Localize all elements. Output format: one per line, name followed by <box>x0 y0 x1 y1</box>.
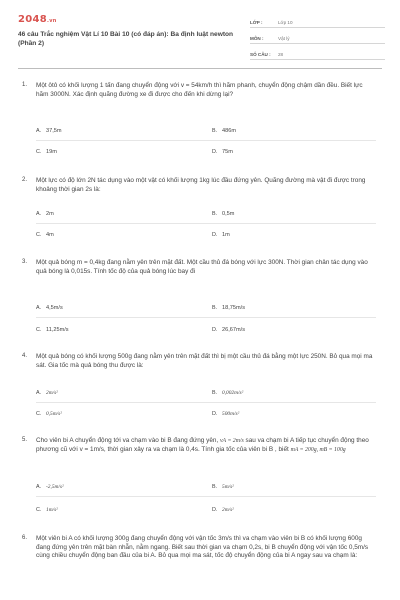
option-answer: 0,002m/s² <box>222 390 244 396</box>
option-answer: 500m/s² <box>222 411 240 417</box>
option-answer: -2,5m/s² <box>46 484 64 490</box>
site-logo[interactable] <box>18 14 57 25</box>
meta-label-count: SỐ CÂU : <box>250 52 271 57</box>
option-d[interactable] <box>212 149 233 155</box>
option-letter: D. <box>212 327 218 333</box>
question-number: 4. <box>22 353 28 359</box>
question-text <box>36 437 376 454</box>
question-text: Một quả bóng có khối lượng 500g đang nằm yên trên mặt đất thì bị một cầu thủ đá bằng một lực 250N. Bỏ qua mọi ma sát. Gia tốc mà quả bóng thu được là: <box>36 353 373 369</box>
question-text: Một quả bóng m = 0,4kg đang nằm yên trên mặt đất. Một cầu thủ đá bóng với lực 300N. Thời gian chân tác dụng vào quả bóng là 0,015s. Tính tốc độ của quả bóng lúc bay đi <box>36 259 368 275</box>
option-answer: 1m/s² <box>46 507 58 513</box>
option-separator <box>36 223 376 224</box>
option-answer: 4m <box>46 232 54 238</box>
option-letter: B. <box>212 128 218 134</box>
question-formula: vA = 2m/s <box>219 438 244 444</box>
option-c[interactable] <box>36 149 57 155</box>
option-b[interactable] <box>212 305 245 311</box>
meta-row-grade <box>250 14 385 28</box>
option-answer: 2m/s² <box>222 507 234 513</box>
option-separator <box>36 317 376 318</box>
meta-row-count <box>250 46 385 60</box>
question-number: 2. <box>22 177 28 183</box>
option-answer: 26,67m/s <box>222 327 246 333</box>
option-letter: A. <box>36 484 42 490</box>
question-text: Một viên bi A có khối lượng 300g đang chuyển động với vận tốc 3m/s thì va chạm vào viên bi B có khối lượng 600g đang đứng yên trên mặt bàn nhẵn, nằm ngang. Biết sau thời gian va chạm 0,2s, bi B chuyển động với vận tốc 0,5m/s cùng chiều chuyển động ban đầu của bi A. Bỏ qua mọi ma sát, tốc độ chuyển động của bi A ngay sau va chạm là: <box>36 535 369 560</box>
option-answer: 2m <box>46 211 54 217</box>
option-letter: A. <box>36 390 42 396</box>
question-2 <box>22 177 382 247</box>
option-b[interactable] <box>212 390 243 396</box>
option-letter: D. <box>212 149 218 155</box>
question-number: 5. <box>22 437 28 443</box>
option-letter: A. <box>36 305 42 311</box>
option-b[interactable] <box>212 128 236 134</box>
option-d[interactable] <box>212 507 234 513</box>
question-4 <box>22 353 382 425</box>
meta-label-grade: LỚP : <box>250 20 263 25</box>
option-c[interactable] <box>36 507 58 513</box>
meta-row-subject <box>250 30 385 44</box>
option-c[interactable] <box>36 327 69 333</box>
meta-label-subject: MÔN : <box>250 36 264 41</box>
option-answer: 1m <box>222 232 230 238</box>
question-3 <box>22 259 382 339</box>
option-answer: 0,5m/s² <box>46 411 62 417</box>
option-separator <box>36 496 376 497</box>
option-d[interactable] <box>212 411 239 417</box>
question-number: 1. <box>22 82 28 88</box>
option-letter: B. <box>212 484 218 490</box>
option-answer: 19m <box>46 149 57 155</box>
option-b[interactable] <box>212 211 234 217</box>
question-formula: mA = 200g, mB = 100g <box>290 446 346 453</box>
meta-value-count: 28 <box>278 52 284 57</box>
option-a[interactable] <box>36 128 62 134</box>
meta-value-subject: Vật lý <box>278 36 290 41</box>
option-letter: C. <box>36 411 42 417</box>
option-letter: C. <box>36 327 42 333</box>
document-header <box>0 0 400 68</box>
option-letter: D. <box>212 232 218 238</box>
option-letter: C. <box>36 507 42 513</box>
question-text-part: Cho viên bi A chuyển động tới va chạm vào bi B đang đứng yên, <box>36 437 219 444</box>
option-answer: 2m/s² <box>46 390 58 396</box>
question-6 <box>22 535 382 597</box>
option-letter: B. <box>212 305 218 311</box>
option-answer: 11,25m/s <box>46 327 69 333</box>
question-1 <box>22 82 382 162</box>
logo-main: 2048 <box>18 14 48 25</box>
option-a[interactable] <box>36 484 64 490</box>
option-letter: B. <box>212 211 218 217</box>
option-a[interactable] <box>36 390 58 396</box>
option-answer: 18,75m/s <box>222 305 246 311</box>
meta-value-grade: Lớp 10 <box>278 20 293 25</box>
option-letter: B. <box>212 390 218 396</box>
option-letter: C. <box>36 149 42 155</box>
option-letter: D. <box>212 507 218 513</box>
question-text: Một lực có độ lớn 2N tác dụng vào một vật có khối lượng 1kg lúc đầu đứng yên. Quãng đường mà vật đi được trong khoảng thời gian 2s là: <box>36 177 366 193</box>
option-c[interactable] <box>36 232 54 238</box>
option-d[interactable] <box>212 327 245 333</box>
document-title: 46 câu Trắc nghiệm Vật Lí 10 Bài 10 (có đáp án): Ba định luật newton (Phần 2) <box>18 31 234 47</box>
logo-sub: .vn <box>47 18 57 24</box>
option-answer: 486m <box>222 128 236 134</box>
option-letter: A. <box>36 211 42 217</box>
option-answer: 37,5m <box>46 128 62 134</box>
document-meta <box>250 14 385 62</box>
option-letter: A. <box>36 128 42 134</box>
option-answer: 4,5m/s <box>46 305 63 311</box>
option-a[interactable] <box>36 211 54 217</box>
option-a[interactable] <box>36 305 63 311</box>
header-divider <box>18 68 382 69</box>
option-answer: 75m <box>222 149 233 155</box>
option-c[interactable] <box>36 411 62 417</box>
question-5 <box>22 437 382 522</box>
option-separator <box>36 402 376 403</box>
question-number: 3. <box>22 259 28 265</box>
option-d[interactable] <box>212 232 230 238</box>
option-letter: D. <box>212 411 218 417</box>
option-answer: 5m/s² <box>222 484 234 490</box>
option-b[interactable] <box>212 484 234 490</box>
question-text: Một ôtô có khối lượng 1 tấn đang chuyển động với v = 54km/h thì hãm phanh, chuyển động chậm dần đều. Biết lực hãm 3000N. Xác định quãng đường xe đi được cho đến khi dừng lại? <box>36 82 363 98</box>
question-text-part: sau va chạm bi A tiếp tục chuyển động theo phương cũ với v = 1m/s, thời gian xảy ra va chạm là 0,4s. Tính gia tốc của viên bi B , biết <box>36 437 369 453</box>
question-number: 6. <box>22 535 28 541</box>
option-letter: C. <box>36 232 42 238</box>
option-answer: 0,5m <box>222 211 235 217</box>
option-separator <box>36 140 376 141</box>
